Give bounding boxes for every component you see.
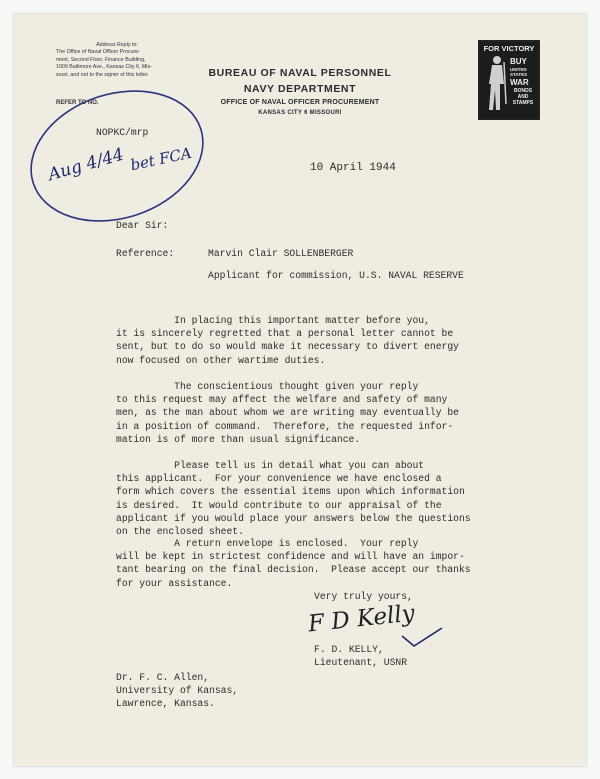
refer-to-label: REFER TO NO.: [56, 100, 99, 106]
return-address-line: The Office of Naval Officer Procure-: [56, 49, 140, 56]
letter-date: 10 April 1944: [310, 162, 396, 174]
reference-label: Reference:: [116, 248, 175, 259]
reference-name: Marvin Clair SOLLENBERGER: [208, 248, 354, 259]
body-paragraph: In placing this important matter before you, it is sincerely regretted that a personal letter cannot be sent, but to do so would make it necessary to divert energy now focused on other wartime duties.: [116, 315, 459, 366]
signer-name: F. D. KELLY,: [314, 644, 384, 655]
letterhead-city: KANSAS CITY 6 MISSOURI: [258, 110, 342, 116]
stamp-us: UNITED STATES: [510, 67, 528, 77]
closing: Very truly yours,: [314, 591, 413, 602]
check-mark-icon: [400, 626, 444, 648]
war-bonds-stamp: [478, 40, 540, 120]
return-address-line: 1009 Baltimore Ave., Kansas City 6, Mis-: [56, 64, 152, 71]
return-address-line: souri, and not to the signer of this letter.: [56, 71, 149, 78]
body-paragraph: The conscientious thought given your reply to this request may affect the welfare and safety of many men, as the man about whom we are writing may eventually be in a position of command. Therefore, the requested infor- mation is of more than usual significance.: [116, 381, 459, 445]
letterhead-bureau: BUREAU OF NAVAL PERSONNEL: [208, 67, 392, 79]
addressee-block: Dr. F. C. Allen, University of Kansas, Lawrence, Kansas.: [116, 672, 239, 710]
file-reference: NOPKC/mrp: [96, 127, 149, 138]
return-address-title: Address Reply to:: [96, 42, 138, 48]
signer-rank: Lieutenant, USNR: [314, 657, 408, 668]
return-address: [56, 42, 178, 79]
body-paragraph: Please tell us in detail what you can about this applicant. For your convenience we have enclosed a form which covers the essential items upon which information is desired. It would contribute to our appraisal of the applicant if you would place your answers below the questions on the enclosed sheet.: [116, 460, 471, 538]
letterhead-office: OFFICE OF NAVAL OFFICER PROCUREMENT: [220, 99, 380, 106]
signature: F D Kelly: [306, 600, 416, 638]
letter-page: [14, 14, 586, 766]
minuteman-icon: [484, 54, 510, 114]
stamp-top-text: FOR VICTORY: [483, 44, 535, 53]
handwritten-date-note: Aug 4/44: [46, 144, 127, 186]
stamp-bonds: BONDS AND STAMPS: [512, 88, 534, 106]
body-paragraph: A return envelope is enclosed. Your reply will be kept in strictest confidence and will have an impor- tant bearing on the final decision. Please accept our thanks for your assistance.: [116, 538, 471, 589]
return-address-line: ment, Second Floor, Finance Building,: [56, 56, 146, 63]
reference-subject: Applicant for commission, U.S. NAVAL RESERVE: [208, 270, 464, 281]
salutation: Dear Sir:: [116, 220, 169, 231]
stamp-war: WAR: [510, 78, 529, 87]
stamp-buy: BUY: [510, 57, 527, 66]
letterhead-department: NAVY DEPARTMENT: [243, 83, 357, 95]
handwritten-initials: bet FCA: [128, 143, 194, 175]
